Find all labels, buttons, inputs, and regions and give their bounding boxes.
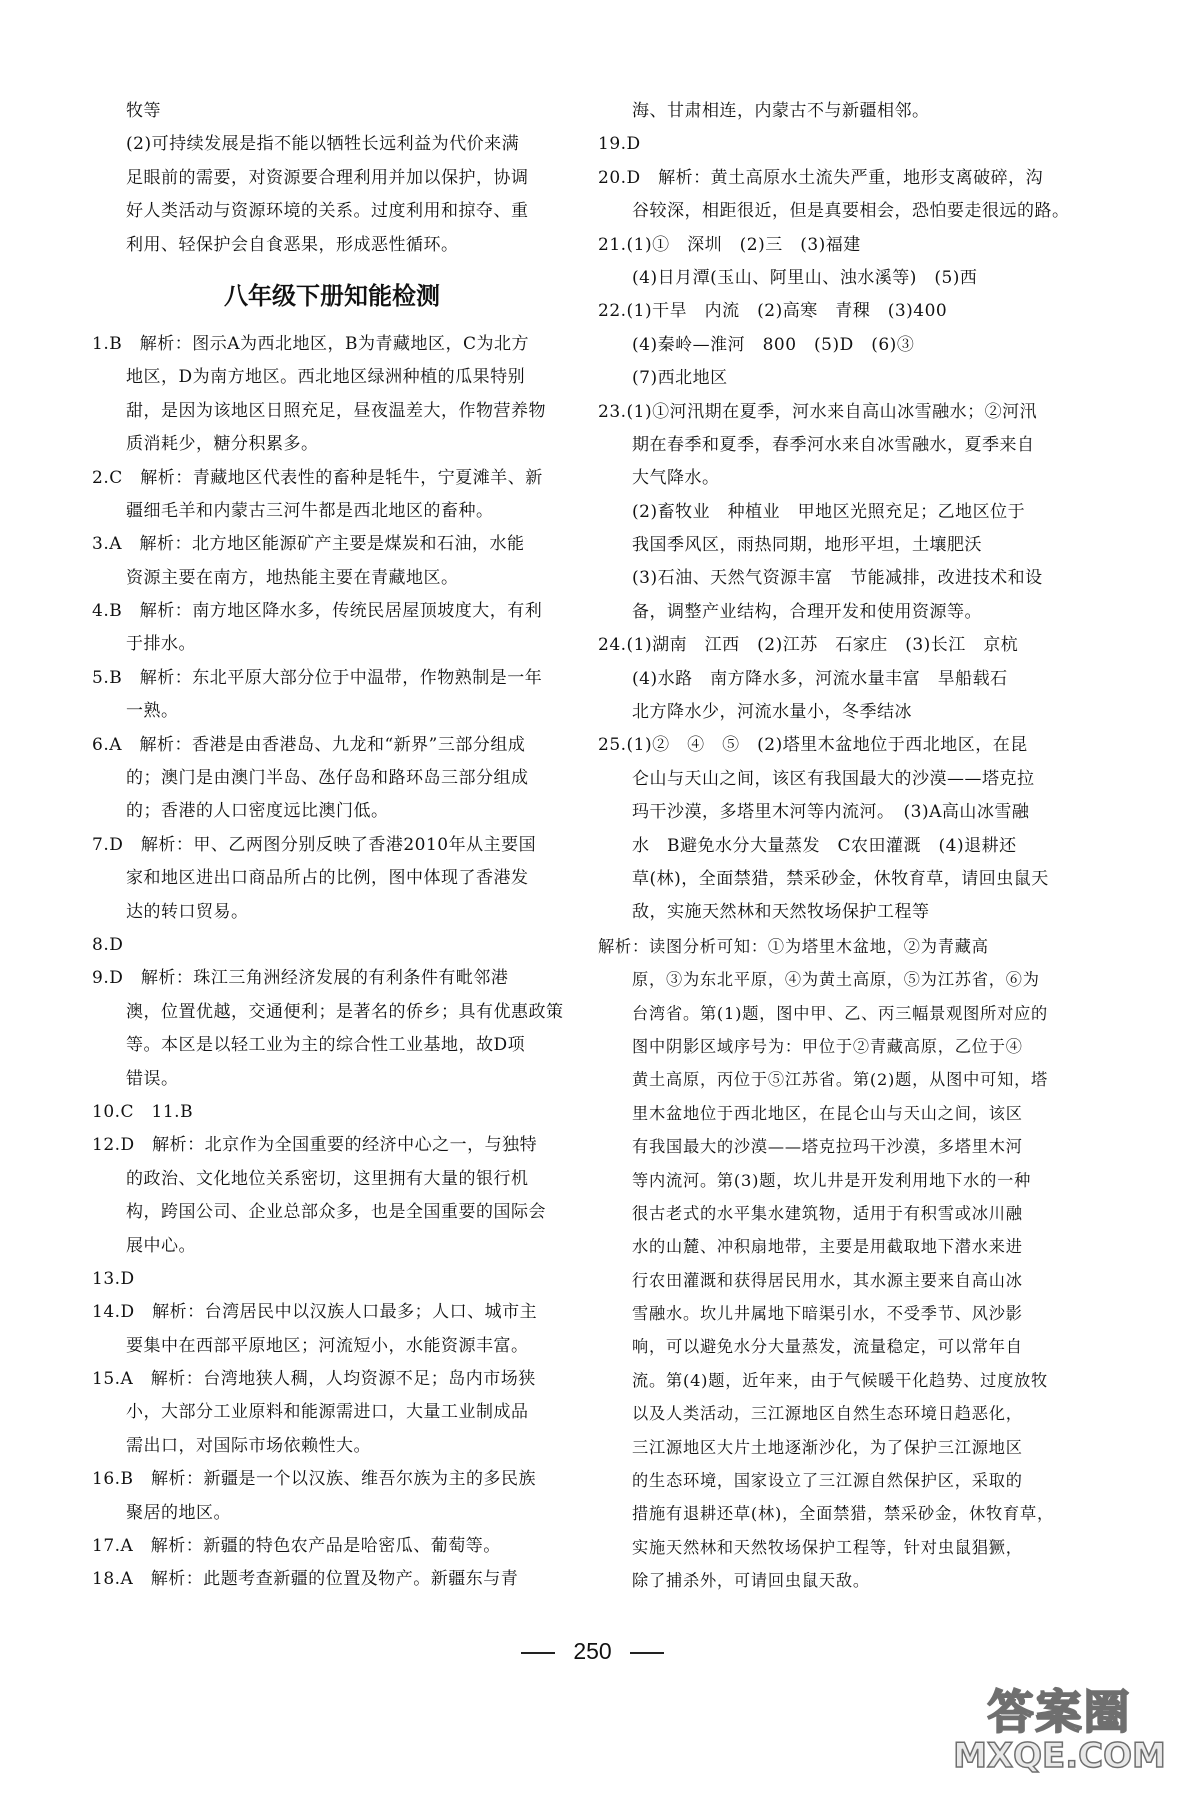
answer-line: 展中心。 [126, 1235, 196, 1256]
answer-item [92, 962, 572, 1096]
analysis-25 [598, 930, 1083, 1598]
analysis-line: 措施有退耕还草(林)，全面禁猎，禁采砂金，休牧育草， [632, 1504, 1054, 1524]
left-column [92, 95, 572, 1597]
answer-line: 的政治、文化地位关系密切，这里拥有大量的银行机 [126, 1168, 529, 1189]
answer-line: 17.A 解析：新疆的特色农产品是哈密瓜、葡萄等。 [92, 1536, 501, 1557]
answer-line: 等。本区是以轻工业为主的综合性工业基地，故D项 [126, 1035, 526, 1056]
answer-line: 错误。 [126, 1068, 179, 1089]
analysis-line: 行农田灌溉和获得居民用水，其水源主要来自高山冰 [632, 1270, 1023, 1290]
answer-line: 13.D [92, 1268, 135, 1289]
analysis-line: 黄土高原，丙位于⑤江苏省。第(2)题，从图中可知，塔 [632, 1070, 1049, 1090]
answer-item [598, 229, 1083, 296]
answer-item [598, 95, 1083, 128]
answer-line: 2.C 解析：青藏地区代表性的畜种是牦牛，宁夏滩羊、新 [92, 467, 543, 488]
answer-line: 10.C 11.B [92, 1101, 194, 1122]
answer-item [598, 162, 1083, 229]
answer-line: 草(林)，全面禁猎，禁采砂金，休牧育草，请回虫鼠天 [632, 868, 1049, 889]
answer-line: 家和地区进出口商品所占的比例，图中体现了香港发 [126, 868, 529, 889]
analysis-line: 里木盆地位于西北地区，在昆仑山与天山之间，该区 [632, 1103, 1023, 1123]
answer-line: (4)日月潭(玉山、阿里山、浊水溪等) (5)西 [632, 267, 978, 288]
right-column [598, 95, 1083, 1598]
answer-line: 要集中在西部平原地区；河流短小，水能资源丰富。 [126, 1335, 529, 1356]
analysis-line: 实施天然林和天然牧场保护工程等，针对虫鼠猖獗， [632, 1537, 1023, 1557]
answer-item [92, 1296, 572, 1363]
answer-item [598, 128, 1083, 161]
section-title: 八年级下册知能检测 [224, 281, 440, 310]
answer-line: 4.B 解析：南方地区降水多，传统民居屋顶坡度大，有利 [92, 601, 543, 622]
answer-line: 敌，实施天然林和天然牧场保护工程等 [632, 902, 930, 923]
answer-line: 19.D [598, 134, 641, 155]
answer-line: 23.(1)①河汛期在夏季，河水来自高山冰雪融水；②河汛 [598, 401, 1038, 422]
answer-line: 9.D 解析：珠江三角洲经济发展的有利条件有毗邻港 [92, 968, 509, 989]
answer-line: 澳，位置优越，交通便利；是著名的侨乡；具有优惠政策 [126, 1001, 564, 1022]
answer-line: 大气降水。 [632, 468, 720, 489]
answer-item [92, 1463, 572, 1530]
answer-line: 8.D [92, 934, 124, 955]
answer-item [92, 662, 572, 729]
answer-item [92, 328, 572, 462]
answer-item [92, 1129, 572, 1263]
answer-line: 疆细毛羊和内蒙古三河牛都是西北地区的畜种。 [126, 500, 494, 521]
answer-line: (4)水路 南方降水多，河流水量丰富 旱船载石 [632, 668, 1008, 689]
answer-line: 质消耗少，糖分积累多。 [126, 434, 319, 455]
answer-line: 甜，是因为该地区日照充足，昼夜温差大，作物营养物 [126, 400, 546, 421]
intro-line: 好人类活动与资源环境的关系。过度利用和掠夺、重 [126, 201, 529, 222]
answer-item [92, 1263, 572, 1296]
answer-line: 北方降水少，河流水量小，冬季结冰 [632, 702, 912, 723]
answer-line: 地区，D为南方地区。西北地区绿洲种植的瓜果特别 [126, 367, 526, 388]
answer-line: (3)石油、天然气资源丰富 节能减排，改进技术和设 [632, 568, 1043, 589]
answer-item [598, 629, 1083, 729]
answer-line: 16.B 解析：新疆是一个以汉族、维吾尔族为主的多民族 [92, 1469, 537, 1490]
analysis-line: 水的山麓、冲积扇地带，主要是用截取地下潜水来进 [632, 1237, 1023, 1257]
answer-line: 22.(1)干旱 内流 (2)高寒 青稞 (3)400 [598, 301, 948, 322]
answer-item [92, 595, 572, 662]
intro-line: 利用、轻保护会自食恶果，形成恶性循环。 [126, 234, 459, 255]
answer-item [92, 528, 572, 595]
analysis-line: 很古老式的水平集水建筑物，适用于有积雪或冰川融 [632, 1203, 1023, 1223]
answer-item [92, 829, 572, 929]
answer-line: 一熟。 [126, 701, 179, 722]
answer-line: 需出口，对国际市场依赖性大。 [126, 1435, 371, 1456]
answer-line: 仑山与天山之间，该区有我国最大的沙漠——塔克拉 [632, 768, 1035, 789]
answer-line: 期在春季和夏季，春季河水来自冰雪融水，夏季来自 [632, 434, 1035, 455]
analysis-line: 除了捕杀外，可请回虫鼠天敌。 [632, 1571, 870, 1591]
answer-line: (4)秦岭—淮河 800 (5)D (6)③ [632, 334, 915, 355]
analysis-line: 有我国最大的沙漠——塔克拉玛干沙漠，多塔里木河 [632, 1137, 1023, 1157]
answer-line: 20.D 解析：黄土高原水土流失严重，地形支离破碎，沟 [598, 167, 1044, 188]
answer-item [598, 729, 1083, 929]
answer-line: 12.D 解析：北京作为全国重要的经济中心之一，与独特 [92, 1135, 538, 1156]
analysis-line: 三江源地区大片土地逐渐沙化，为了保护三江源地区 [632, 1437, 1023, 1457]
intro-line: 牧等 [126, 101, 161, 121]
answer-item [92, 729, 572, 829]
watermark-logo-text: 答案圈 [987, 1685, 1132, 1739]
page-number [0, 1638, 1185, 1665]
answer-line: 5.B 解析：东北平原大部分位于中温带，作物熟制是一年 [92, 667, 543, 688]
answer-line: (7)西北地区 [632, 368, 728, 389]
answer-line: 6.A 解析：香港是由香港岛、九龙和“新界”三部分组成 [92, 734, 526, 755]
analysis-line: 流。第(4)题，近年来，由于气候暖干化趋势、过度放牧 [632, 1370, 1049, 1390]
answer-line: 的；香港的人口密度远比澳门低。 [126, 801, 389, 822]
answer-line: (2)畜牧业 种植业 甲地区光照充足；乙地区位于 [632, 501, 1026, 522]
watermark-logo [952, 1676, 1167, 1786]
answer-line: 3.A 解析：北方地区能源矿产主要是煤炭和石油，水能 [92, 534, 525, 555]
intro-line: (2)可持续发展是指不能以牺牲长远利益为代价来满 [126, 134, 520, 155]
answer-item [92, 462, 572, 529]
answer-line: 构，跨国公司、企业总部众多，也是全国重要的国际会 [126, 1202, 546, 1223]
analysis-line: 解析：读图分析可知：①为塔里木盆地，②为青藏高 [598, 936, 989, 956]
answer-line: 资源主要在南方，地热能主要在青藏地区。 [126, 567, 459, 588]
analysis-line: 雪融水。坎儿井属地下暗渠引水，不受季节、风沙影 [632, 1304, 1023, 1324]
answer-line: 1.B 解析：图示A为西北地区，B为青藏地区，C为北方 [92, 333, 529, 354]
answer-line: 25.(1)② ④ ⑤ (2)塔里木盆地位于西北地区，在昆 [598, 735, 1028, 756]
answer-item [92, 1530, 572, 1563]
answer-item [598, 396, 1083, 630]
answer-line: 18.A 解析：此题考查新疆的位置及物产。新疆东与青 [92, 1569, 519, 1590]
answer-item [92, 1363, 572, 1463]
answer-item [92, 929, 572, 962]
analysis-line: 图中阴影区域序号为：甲位于②青藏高原，乙位于④ [632, 1036, 1023, 1056]
answer-line: 海、甘肃相连，内蒙古不与新疆相邻。 [632, 101, 930, 121]
analysis-line: 台湾省。第(1)题，图中甲、乙、丙三幅景观图所对应的 [632, 1003, 1049, 1023]
analysis-line: 等内流河。第(3)题，坎儿井是开发利用地下水的一种 [632, 1170, 1032, 1190]
analysis-line: 原，③为东北平原，④为黄土高原，⑤为江苏省，⑥为 [632, 970, 1040, 990]
analysis-line: 的生态环境，国家设立了三江源自然保护区，采取的 [632, 1471, 1023, 1491]
answer-item [92, 1096, 572, 1129]
answer-item [598, 295, 1083, 395]
answer-line: 聚居的地区。 [126, 1502, 231, 1523]
answer-line: 24.(1)湖南 江西 (2)江苏 石家庄 (3)长江 京杭 [598, 635, 1019, 656]
answer-line: 玛干沙漠，多塔里木河等内流河。 (3)A高山冰雪融 [632, 802, 1030, 823]
answer-line: 小，大部分工业原料和能源需进口，大量工业制成品 [126, 1402, 529, 1423]
answer-line: 备，调整产业结构，合理开发和使用资源等。 [632, 601, 982, 622]
answer-line: 达的转口贸易。 [126, 901, 249, 922]
answer-line: 我国季风区，雨热同期，地形平坦，土壤肥沃 [632, 535, 982, 556]
page-number-text: 250 [573, 1638, 612, 1664]
answer-item [92, 1563, 572, 1596]
analysis-line: 以及人类活动，三江源地区自然生态环境日趋恶化， [632, 1404, 1023, 1424]
answer-line: 14.D 解析：台湾居民中以汉族人口最多；人口、城市主 [92, 1302, 538, 1323]
watermark-site-text: MXQE.COM [953, 1736, 1166, 1776]
analysis-line: 响，可以避免水分大量蒸发，流量稳定，可以常年自 [632, 1337, 1023, 1357]
answer-line: 的；澳门是由澳门半岛、氹仔岛和路环岛三部分组成 [126, 768, 529, 789]
answer-line: 水 B避免水分大量蒸发 C农田灌溉 (4)退耕还 [632, 835, 1017, 856]
answer-line: 谷较深，相距很近，但是真要相会，恐怕要走很远的路。 [632, 201, 1070, 222]
answer-line: 7.D 解析：甲、乙两图分别反映了香港2010年从主要国 [92, 834, 537, 855]
answer-line: 21.(1)① 深圳 (2)三 (3)福建 [598, 234, 861, 255]
answer-line: 于排水。 [126, 634, 196, 655]
intro-line: 足眼前的需要，对资源要合理利用并加以保护，协调 [126, 167, 529, 188]
answer-line: 15.A 解析：台湾地狭人稠，人均资源不足；岛内市场狭 [92, 1369, 536, 1390]
